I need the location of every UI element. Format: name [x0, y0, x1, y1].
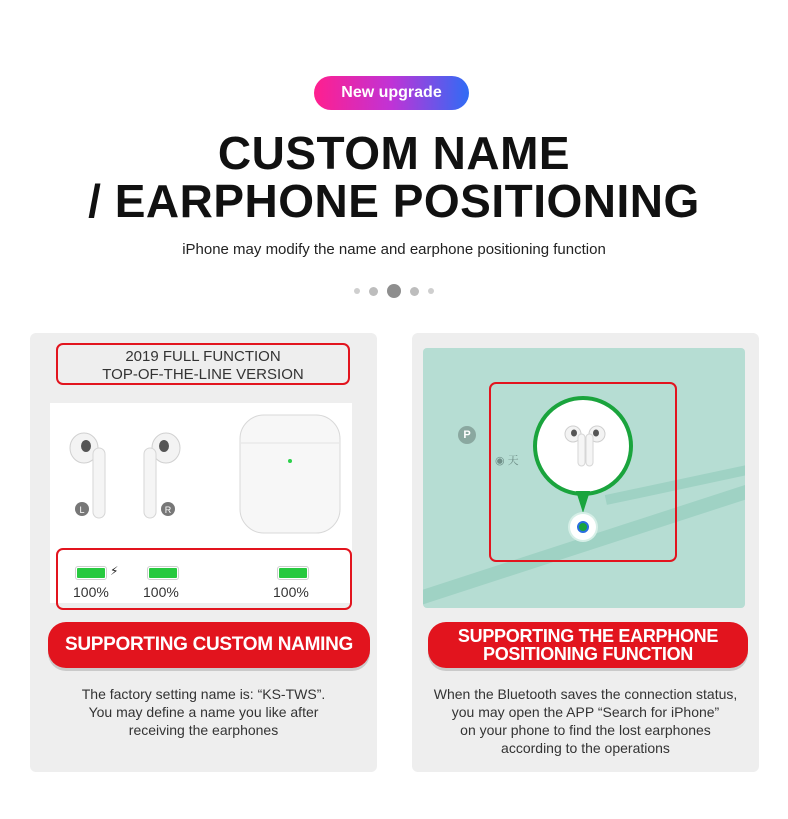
description-line: according to the operations [501, 740, 670, 756]
description-line: receiving the earphones [128, 722, 279, 738]
charging-case-icon [240, 415, 340, 533]
carousel-dot[interactable] [410, 287, 419, 296]
full-function-box [56, 343, 350, 385]
positioning-description [412, 685, 759, 757]
positioning-button-line2: POSITIONING FUNCTION [482, 644, 693, 664]
custom-naming-button: SUPPORTING CUSTOM NAMING [48, 622, 370, 668]
battery-percent-right: 100% [143, 584, 179, 600]
description-line: When the Bluetooth saves the connection status, [433, 686, 738, 702]
new-upgrade-badge: New upgrade [314, 76, 469, 110]
location-pin-icon [570, 514, 596, 540]
custom-naming-description [30, 685, 377, 739]
left-earbud-label: L [79, 505, 85, 515]
description-line: You may define a name you like after [88, 704, 319, 720]
left-earbud-icon [70, 433, 105, 518]
battery-status-box [56, 548, 352, 610]
parking-marker-icon: P [458, 426, 476, 444]
earphone-location-bubble [533, 396, 633, 496]
carousel-dot[interactable] [369, 287, 378, 296]
carousel-dot-active[interactable] [387, 284, 401, 298]
right-earbud-icon [144, 433, 180, 518]
positioning-button-line1: SUPPORTING THE EARPHONE [457, 626, 719, 646]
full-function-line1: 2019 FULL FUNCTION [125, 348, 281, 365]
battery-icon [277, 566, 309, 580]
page-title-line2: / EARPHONE POSITIONING [88, 175, 700, 227]
map-place-label: ◉ 天 [495, 455, 519, 467]
carousel-indicator [0, 284, 788, 298]
positioning-button [428, 622, 748, 668]
right-earbud-label: R [164, 505, 172, 515]
map-view [423, 348, 745, 608]
page-subtitle: iPhone may modify the name and earphone positioning function [182, 241, 606, 258]
battery-percent-left: 100% [73, 584, 109, 600]
charging-bolt-icon: ⚡ [110, 564, 119, 578]
carousel-dot[interactable] [428, 288, 434, 294]
custom-naming-panel [30, 333, 377, 772]
earbuds-icon [537, 400, 629, 492]
battery-icon [147, 566, 179, 580]
carousel-dot[interactable] [354, 288, 360, 294]
battery-icon [75, 566, 107, 580]
battery-status-widget [65, 556, 325, 600]
battery-percent-case: 100% [273, 584, 309, 600]
description-line: The factory setting name is: “KS-TWS”. [81, 686, 326, 702]
full-function-line2: TOP-OF-THE-LINE VERSION [102, 366, 304, 383]
positioning-panel [412, 333, 759, 772]
description-line: on your phone to find the lost earphones [460, 722, 711, 738]
description-line: you may open the APP “Search for iPhone” [451, 704, 720, 720]
page-title-line1: CUSTOM NAME [217, 127, 571, 179]
